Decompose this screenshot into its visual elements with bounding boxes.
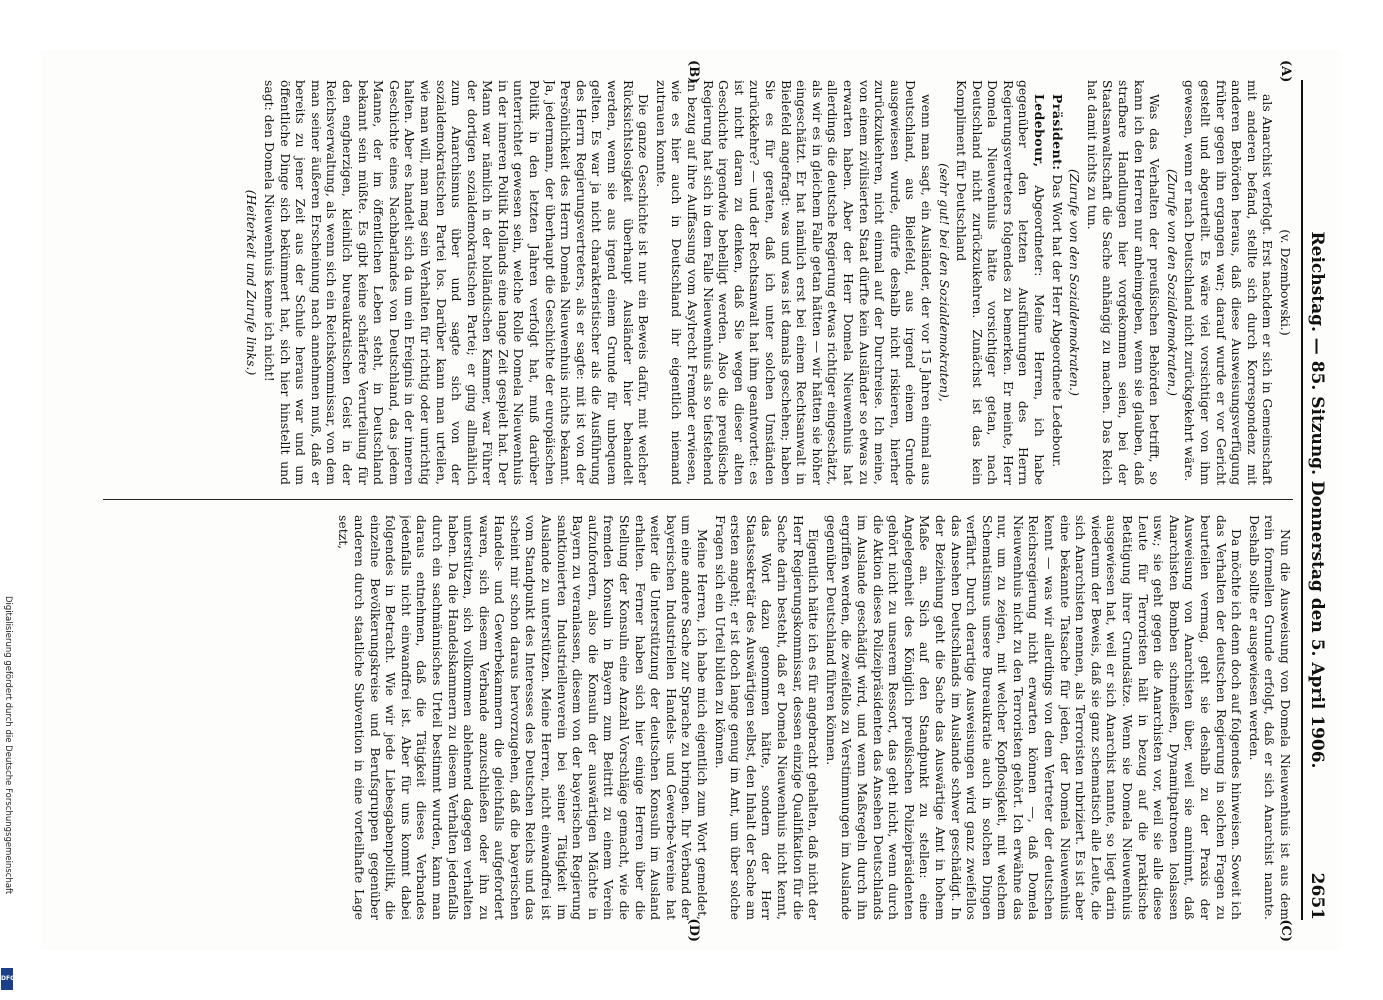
interjection: (Zurufe von den Sozialdemokraten.) [1164,169,1180,396]
margin-letter-a: (A) [1278,60,1293,83]
page-number: 2651 [1307,872,1327,920]
margin-letter-b: (B) [686,60,701,84]
left-column [103,80,1293,485]
interjection: (Heiterkeit und Zurufe links.) [244,189,260,376]
paragraph: wenn man sagt, ein Ausländer, der vor 15 Jahren einmal aus Deutschland, aus Bielefeld, aus irgend einem Grunde ausgewiesen wurde, dürfe deshalb nicht riskieren, hierher zurückzukehren, nicht einmal auf der Durchreise. Ich meine, von einem zivilisierten Staat dürfte kein Ausländer so etwas zu erwarten haben. Aber der Herr Domela Nieuwenhuis hat allerdings die deutsche Regierung etwas richtiger eingeschätzt, als wir es in gleichem Falle getan hätten — wir hätten sie höher eingeschätzt. Er hat nämlich erst bei einem Rechtsanwalt in Bielefeld angefragt: was und was ist damals geschehen; haben Sie es für geraten, daß ich unter solchen Umständen zurückkehre? — und der Rechtsanwalt hat ihm geantwortet: es ist nicht daran zu denken, daß Sie wegen dieser alten Geschichte irgendwie behelligt werden. Also die preußische Regierung hat sich in dem Falle Nieuwenhuis als so tiefstehend in bezug auf ihre Auffassung vom Asylrecht Fremder erwiesen, wie es hier auch in Deutschland ihr eigentlich niemand zutrauen konnte. [653,80,934,485]
right-column [103,515,1293,920]
paragraph: Meine Herren, ich habe mich eigentlich zum Wort gemeldet, um eine andere Sache zur Sprache zu bringen. Ihr Verband der bayerischen Industriellen Handels- und Gewerbe-Vereine hat weiter die Unterstützung der deutschen Konsuln im Ausland erhalten. Ferner haben sich hier einige Herren über die Stellung der Konsuln eine Anzahl Vorschläge gemacht, wie die fremden Konsuln in Bayern zum Beitritt zu einem Verein aufzufordern, also die Konsuln der auswärtigen Mächte in Bayern zu veranlassen, diesem von der bayerischen Regierung sanktionierten Industriellenverein bei seiner Tätigkeit im Auslande zu unterstützen. Meine Herren, nicht einwandfrei ist vom Standpunkt des Interesses des Deutschen Reichs und das scheint mir schon daraus hervorzugehen, daß die bayerischen Handels- und Gewerbekammern die gleichfalls aufgefordert waren, sich diesem Verbande anzuschließen oder ihn zu unterstützen, sich vollkommen ablehnend dagegen verhalten haben. Da die Handelskammern zu diesem Verhalten jedenfalls durch ein sachmännisches Urteil bestimmt wurden, kann man daraus entnehmen, daß die Tätigkeit dieses Verbandes jedenfalls nicht einwandfrei ist. Aber für uns kommt dabei folgendes in Betracht. Wie wir jede Liebesgabenpolitik, die einzelne Bevölkerungskreise und Berufsgruppen gegenüber anderen durch staatliche Subvention in eine vorteilhafte Lage setzt, [336,515,711,920]
interjection: (sehr gut! bei den Sozialdemokraten), [936,163,952,402]
paragraph: Eigentlich hätte ich es für angebracht gehalten, daß nicht der Herr Regierungskommissar, dessen einzige Qualifikation für die Sache darin besteht, daß er Domela Nieuwenhuis nicht kennt, das Wort dazu genommen hätte, sondern der Herr Staatssekretär des Auswärtigen selbst, den Inhalt der Sache am ersten angeht; er ist doch lange genug im Amt, um über solche Fragen sich ein Urteil bilden zu können. [712,515,822,920]
paragraph-text: Das Wort hat der Herr Abgeordnete Ledebour. [1049,174,1065,468]
paragraph: Die ganze Geschichte ist nur ein Beweis dafür, mit welcher Rücksichtslosigkeit überhaupt Ausländer hier behandelt werden, wenn sie aus irgend einem Grunde für unbequem gelten. Es war ja nicht charakteristischer als die Ausführung des Herrn Regierungsvertreters, als er sagte: mit ist von der Persönlichkeit des Herrn Domela Nieuwenhuis nichts bekannt. Ja, jedermann, der überhaupt die Geschichte der europäischen Politik in den letzten Jahren verfolgt hat, muß darüber unterrichtet gewesen sein, welche Rolle Domela Nieuwenhuis in der inneren Politik Hollands eine lange Zeit gespielt hat. Der Mann war nämlich in der holländischen Kammer, war Führer der dortigen sozialdemokratischen Partei; er ging allmählich zum Anarchismus über und sagte sich von der sozialdemokratischen Partei los. Darüber kann man urteilen, wie man will, man mag sein Verhalten für richtig oder unrichtig halten. Aber es handelt sich da um ein Ereignis in der inneren Geschichte eines Nachbarlandes von Deutschland, das jedem Manne, der im öffentlichen Leben steht, in Deutschland bekannt sein müßte. Es gibt keine schärfere Verurteilung für den engherzigen, kleinlich bureaukratischen Geist in der Reichsverwaltung, als wenn sich ein Reichskommissar, von dem man seiner äußeren Erscheinung nach annehmen muß, daß er bereits zu jener Zeit aus der Schule heraus war und um öffentliche Dinge sich bekümmert hat, sich hier hinstellt und sagt: den Domela Nieuwenhuis kenne ich nicht! [262,80,652,485]
paragraph: Was das Verhalten der preußischen Behörden betrifft, so kann ich den Herren nur anheimgeben, wenn sie glauben, daß strafbare Handlungen hier vorgekommen seien, bei der Staatsanwaltschaft die Sache anhängig zu machen. Das Reich hat damit nichts zu tun. [1084,80,1163,485]
speaker-name: (v. Dzembowski.) [1278,229,1293,336]
running-head-title: Reichstag. — 85. Sitzung. Donnerstag den 5. April 1906. [1307,231,1327,769]
digitization-note-text: Digitalisierung gefördert durch die Deutsche Forschungsgemeinschaft [3,596,13,895]
dfg-logo: DFG [1,968,13,990]
speaker-paragraph [954,80,1048,485]
paragraph: Da möchte ich denn doch auf folgendes hinweisen. Soweit ich das Verhalten der deutschen Regierung in solchen Fragen zu beurteilen vermag, geht sie deshalb zu der Praxis der Ausweisung von Anarchisten über, weil sie annimmt, daß Anarchisten Bomben schmeißen, Dynamitpatronen loslassen usw.; sie geht gegen die Anarchisten vor, weil sie alle diese Leute für Terroristen hält in bezug auf die praktische Betätigung ihrer Grundsätze. Wenn sie Domela Nieuwenhuis ausgewiesen hat, weil er sich Anarchist nannte, so liegt darin wiederum der Beweis, daß sie ganz schematisch alle Leute, die sich Anarchisten nennen, als Terroristen rubriziert. Es ist aber eine bekannte Tatsache für jeden, der Domela Nieuwenhuis kennt — was wir allerdings von dem Vertreter der deutschen Reichsregierung nicht erwarten können —, daß Domela Nieuwenhuis nicht zu den Terroristen gehört. Ich erwähne das nur, um zu zeigen, mit welcher Kopflosigkeit, mit welchem Schematismus unsere Bureaukratie auch in solchen Dingen verfährt. Durch derartige Ausweisungen wird ganz zweifellos das Ansehen Deutschlands im Auslande schwer geschädigt. In der Beziehung geht die Sache das Auswärtige Amt in hohem Maße an. Sich auf den Standpunkt zu stellen: eine Angelegenheit des Königlich preußischen Polizeipräsidenten gehört nicht zu unserem Ressort, das geht nicht, wenn durch die Aktion dieses Polizeipräsidenten das Ansehen Deutschlands im Auslande geschädigt wird, und wenn Maßregeln durch ihn ergriffen werden, die zweifellos zu Verstimmungen im Auslande gegenüber Deutschland führen können. [823,515,1245,920]
speaker-name: Ledebour, [1032,94,1048,168]
speaker-name: Präsident: [1049,94,1065,171]
paragraph-text: Abgeordneter: Meine Herren, ich habe gegenüber den letzten Ausführungen des Herrn Regierungsvertreters folgendes zu bemerken. Er meinte, Herr Domela Nieuwenhuis hätte vorsichtiger getan, nach Deutschland nicht zurückzukehren. Zunächst ist das kein Kompliment für Deutschland [954,80,1048,485]
paragraph: Nun die Ausweisung von Domela Nieuwenhuis ist aus dem rein formellen Grunde erfolgt, daß er sich Anarchist nannte. Deshalb sollte er ausgewiesen werden. [1246,515,1293,920]
running-head [1301,80,1329,920]
document-sheet [41,50,1341,950]
paragraph: als Anarchist verfolgt. Erst nachdem er sich in Gemeinschaft mit anderen befand, stellte sich durch Korrespondenz mit anderen Behörden heraus, daß diese Ausweisungsverfügung früher gegen ihn ergangen war; darauf wurde er vor Gericht gestellt und abgeurteilt. Es wäre viel vorsichtiger von ihm gewesen, wenn er nach Deutschland nicht zurückgekehrt wäre. [1182,80,1276,485]
column-divider [103,499,1293,500]
speaker-paragraph [1049,80,1065,485]
margin-letter-c: (C) [1278,919,1293,942]
interjection: (Zurufe von den Sozialdemokraten.) [1067,169,1083,396]
margin-letter-d: (D) [686,918,701,942]
digitization-note [0,595,12,995]
